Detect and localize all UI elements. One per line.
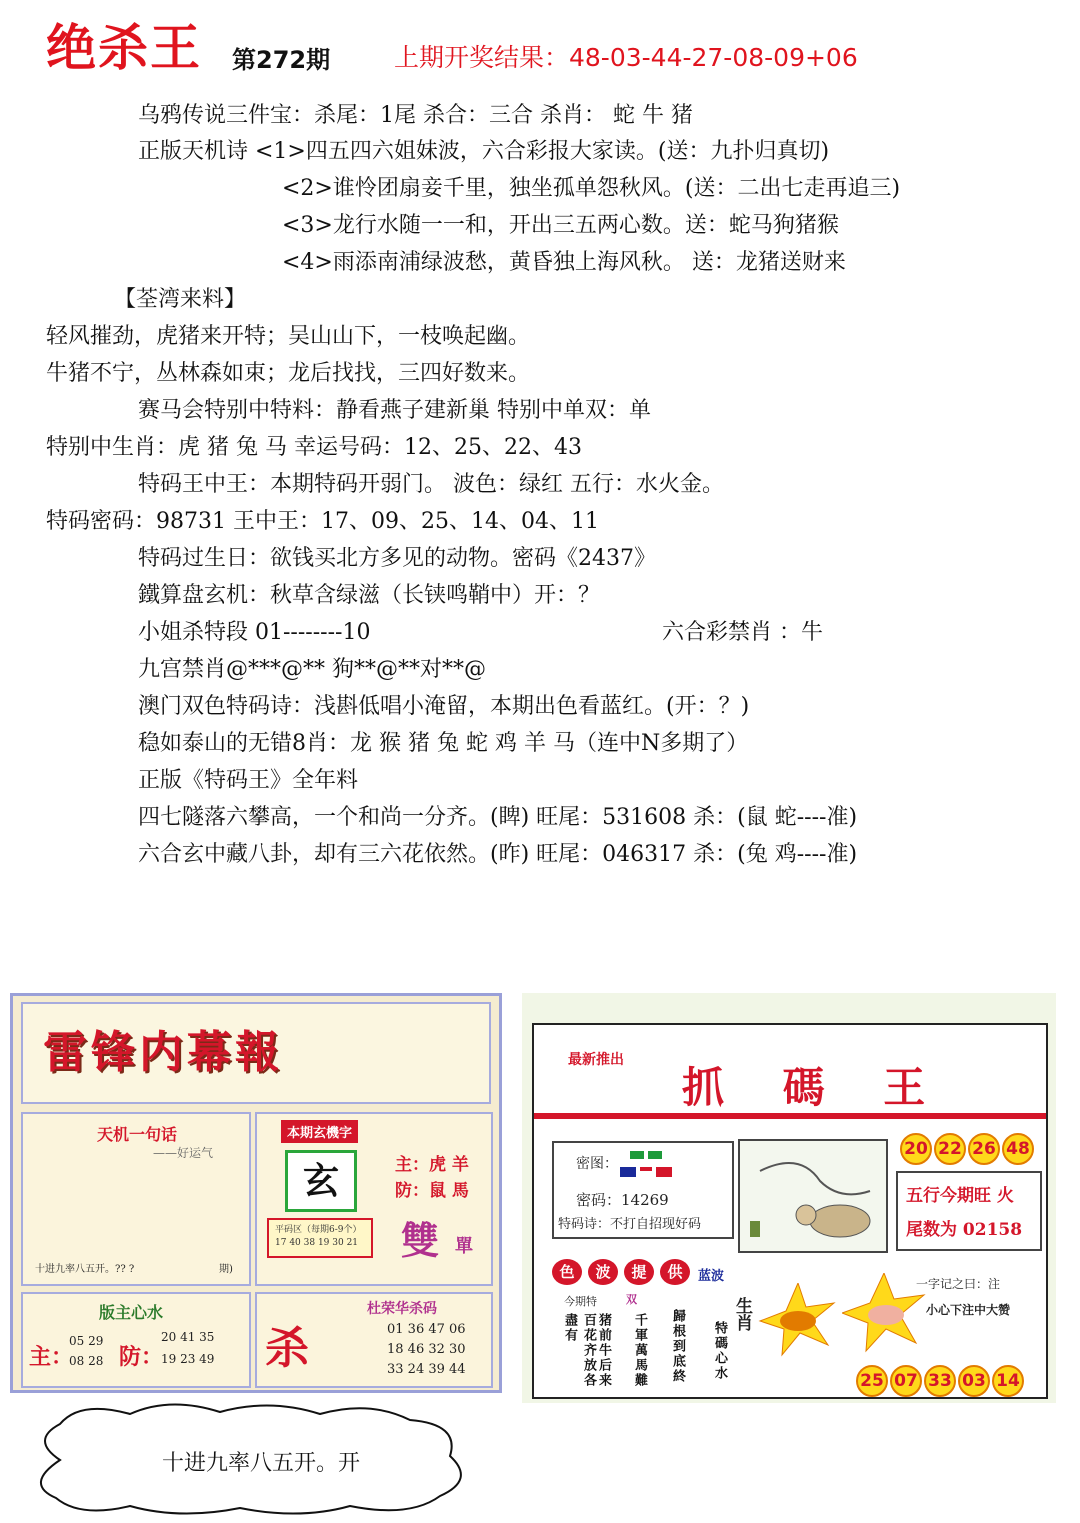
zhuamawang-inner bbox=[532, 1023, 1048, 1399]
line-5: <4>雨添南浦绿波愁，黄昏独上海风秋。 送：龙猪送财来 bbox=[282, 250, 846, 275]
zhuamawang-panel bbox=[522, 993, 1056, 1403]
shuang-chip: 双 bbox=[626, 1293, 637, 1306]
vcol-5: 特碼心水 bbox=[712, 1321, 727, 1381]
ball-bottom-4: 03 bbox=[958, 1365, 990, 1397]
vcol-2: 猪前牛后来 bbox=[596, 1313, 611, 1388]
line-2: 正版天机诗 <1>四五四六姐妹波，六合彩报大家读。(送：九扑归真切) bbox=[138, 139, 830, 164]
leifeng-panel bbox=[10, 993, 502, 1393]
line-19: 稳如泰山的无错8肖：龙 猴 猪 兔 蛇 鸡 羊 马（连中N多期了） bbox=[138, 731, 749, 756]
ball-bottom-1: 25 bbox=[856, 1365, 888, 1397]
line-16: 六合彩禁肖 ：牛 bbox=[662, 620, 823, 645]
sha-char: 杀 bbox=[265, 1323, 309, 1374]
cloud-text: 十进九率八五开。开 bbox=[162, 1451, 361, 1476]
wuxing-box bbox=[896, 1171, 1042, 1251]
leifeng-header bbox=[21, 1002, 491, 1104]
zhu-nums-1: 05 29 bbox=[69, 1334, 104, 1348]
line-3: <2>谁怜团扇妾千里，独坐孤单怨秋风。(送：二出七走再追三) bbox=[282, 176, 901, 201]
xiaoxin: 小心下注中大赞 bbox=[926, 1303, 1011, 1317]
tianji-period: 期) bbox=[219, 1264, 233, 1275]
ball-bottom-3: 33 bbox=[924, 1365, 956, 1397]
vcol-3: 千軍萬馬難 bbox=[632, 1313, 647, 1388]
mitu-icon bbox=[616, 1149, 686, 1183]
yiziji: 一字记之曰：注 bbox=[916, 1277, 1001, 1291]
line-4: <3>龙行水随一一和，开出三五两心数。送：蛇马狗猪猴 bbox=[282, 213, 839, 238]
fang-nums-2: 19 23 49 bbox=[161, 1352, 215, 1366]
sha-row-2: 18 46 32 30 bbox=[387, 1342, 466, 1357]
chip-ti: 提 bbox=[624, 1259, 654, 1285]
line-10: 特别中生肖：虎 猪 兔 马 幸运号码：12、25、22、43 bbox=[46, 435, 582, 460]
tianji-sub: ——好运气 bbox=[153, 1146, 214, 1160]
ping-box bbox=[267, 1218, 373, 1258]
weishu-text: 尾数为 02158 bbox=[906, 1220, 1023, 1240]
lanbo-label: 蓝波 bbox=[698, 1269, 725, 1284]
sha-row-3: 33 24 39 44 bbox=[387, 1362, 466, 1377]
shama-title: 杜荣华杀码 bbox=[367, 1301, 437, 1317]
sha-row-1: 01 36 47 06 bbox=[387, 1322, 466, 1337]
shama-box bbox=[255, 1292, 493, 1388]
ping-label: 平码区（每期6-9个） bbox=[275, 1225, 362, 1235]
shengxiao-label: 生肖 bbox=[732, 1297, 752, 1331]
line-7: 轻风摧劲，虎猪来开特；吴山山下，一枝唤起幽。 bbox=[46, 324, 531, 349]
banzhu-title: 版主心水 bbox=[99, 1303, 164, 1322]
fang-label: 防：鼠 馬 bbox=[395, 1181, 469, 1201]
horse-dog-illustration-icon bbox=[740, 1141, 886, 1251]
dan-char: 單 bbox=[455, 1236, 473, 1257]
line-21: 四七隧落六攀高，一个和尚一分齐。(睥) 旺尾：531608 杀：(鼠 蛇----准) bbox=[138, 805, 858, 830]
line-20: 正版《特码王》全年料 bbox=[138, 768, 359, 793]
ball-top-4: 48 bbox=[1002, 1133, 1034, 1165]
banzhu-fang: 防： bbox=[119, 1344, 164, 1370]
line-12: 特码密码：98731 王中王：17、09、25、14、04、11 bbox=[46, 509, 599, 534]
temashi: 特码诗：不打自招现好码 bbox=[558, 1217, 702, 1232]
zodiac-picture bbox=[738, 1139, 888, 1253]
xuanji-label: 本期玄機字 bbox=[281, 1120, 358, 1143]
ball-bottom-2: 07 bbox=[890, 1365, 922, 1397]
red-band bbox=[534, 1113, 1046, 1119]
tiger-star-icon bbox=[758, 1283, 838, 1357]
chip-se: 色 bbox=[552, 1259, 582, 1285]
xuanji-box bbox=[255, 1112, 493, 1286]
banzhu-zhu: 主： bbox=[29, 1344, 74, 1370]
mitu-label: 密图： bbox=[576, 1156, 618, 1172]
line-18: 澳门双色特码诗：浅斟低唱小淹留，本期出色看蓝红。(开：？) bbox=[138, 694, 750, 719]
tianji-box bbox=[21, 1112, 251, 1286]
tianji-bottom: 十进九率八五开。?? ? bbox=[35, 1264, 135, 1275]
ball-bottom-5: 14 bbox=[992, 1365, 1024, 1397]
zhuamawang-title: 抓 碼 王 bbox=[682, 1063, 948, 1112]
line-9: 赛马会特别中特料：静看燕子建新巢 特别中单双：单 bbox=[138, 398, 651, 423]
fang-nums-1: 20 41 35 bbox=[161, 1330, 215, 1344]
tianji-title: 天机一句话 bbox=[97, 1125, 178, 1144]
ball-top-1: 20 bbox=[900, 1133, 932, 1165]
line-22: 六合玄中藏八卦，却有三六花依然。(昨) 旺尾：046317 杀：(兔 鸡----准) bbox=[138, 842, 858, 867]
line-13: 特码过生日：欲钱买北方多见的动物。密码《2437》 bbox=[138, 546, 656, 571]
line-17: 九宫禁肖@***@** 狗**@**对**@ bbox=[138, 657, 486, 682]
shuang-char: 雙 bbox=[401, 1218, 440, 1263]
mima-box bbox=[552, 1141, 734, 1239]
wuxing-text: 五行今期旺 火 bbox=[906, 1186, 1014, 1206]
line-1: 乌鸦传说三件宝：杀尾：1尾 杀合：三合 杀肖： 蛇 牛 猪 bbox=[138, 103, 693, 128]
vcol-4: 歸根到底終 bbox=[670, 1309, 685, 1384]
banzhu-box bbox=[21, 1292, 251, 1388]
jinqi-label: 今期特 bbox=[564, 1295, 597, 1308]
issue-number: 第272期 bbox=[232, 46, 331, 74]
new-label: 最新推出 bbox=[568, 1052, 624, 1068]
mima: 密码：14269 bbox=[576, 1191, 669, 1209]
page-title: 绝杀王 bbox=[46, 18, 202, 77]
zhu-nums-2: 08 28 bbox=[69, 1354, 104, 1368]
line-15: 小姐杀特段 01--------10 bbox=[138, 620, 371, 645]
line-11: 特码王中王：本期特码开弱门。 波色：绿红 五行：水火金。 bbox=[138, 472, 724, 497]
ping-numbers: 17 40 38 19 30 21 bbox=[275, 1238, 359, 1248]
chip-gong: 供 bbox=[660, 1259, 690, 1285]
ball-top-3: 26 bbox=[968, 1133, 1000, 1165]
ball-top-2: 22 bbox=[934, 1133, 966, 1165]
zhu-label: 主：虎 羊 bbox=[395, 1155, 469, 1175]
line-8: 牛猪不宁，丛林森如束；龙后找找，三四好数来。 bbox=[46, 361, 531, 386]
last-result: 上期开奖结果：48-03-44-27-08-09+06 bbox=[394, 43, 858, 72]
vcol-1: 百花齐放各盡有 bbox=[562, 1313, 596, 1388]
xuanji-char: 玄 bbox=[285, 1150, 357, 1212]
leifeng-title: 雷锋内幕報 bbox=[43, 1027, 283, 1078]
line-14: 鐵算盘玄机：秋草含绿滋（长铗鸣鞘中）开：？ bbox=[138, 583, 601, 608]
chip-bo: 波 bbox=[588, 1259, 618, 1285]
pig-star-icon bbox=[842, 1273, 926, 1353]
line-6: 【荃湾来料】 bbox=[114, 287, 247, 312]
